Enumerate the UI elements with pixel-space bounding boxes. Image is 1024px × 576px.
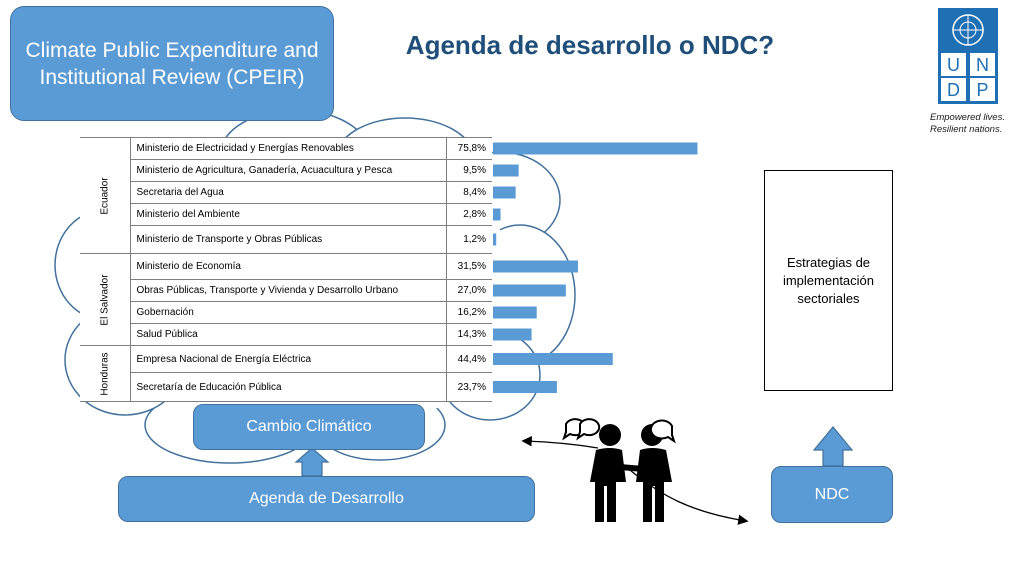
percent-cell: 14,3% bbox=[446, 324, 492, 346]
undp-letter-p: P bbox=[976, 80, 989, 100]
ndc-box: NDC bbox=[771, 466, 893, 523]
up-arrow-agenda bbox=[296, 448, 328, 476]
institution-cell: Gobernación bbox=[130, 302, 446, 324]
percent-cell: 27,0% bbox=[446, 280, 492, 302]
institution-cell: Ministerio de Economía bbox=[130, 254, 446, 280]
institution-cell: Secretaria del Agua bbox=[130, 182, 446, 204]
institution-cell: Ministerio de Electricidad y Energías Renovables bbox=[130, 138, 446, 160]
percent-cell: 75,8% bbox=[446, 138, 492, 160]
percent-cell: 44,4% bbox=[446, 346, 492, 373]
institution-cell: Empresa Nacional de Energía Eléctrica bbox=[130, 346, 446, 373]
country-label: Honduras bbox=[99, 351, 111, 396]
agenda-desarrollo-box: Agenda de Desarrollo bbox=[118, 476, 535, 522]
percent-cell: 16,2% bbox=[446, 302, 492, 324]
country-label: El Salvador bbox=[99, 273, 111, 326]
percent-cell: 8,4% bbox=[446, 182, 492, 204]
page-title: Agenda de desarrollo o NDC? bbox=[405, 30, 775, 60]
institution-cell: Secretaría de Educación Pública bbox=[130, 373, 446, 402]
handshake-people-icon bbox=[560, 412, 700, 527]
institution-cell: Ministerio de Transporte y Obras Públicas bbox=[130, 226, 446, 254]
undp-letter-n: N bbox=[976, 55, 989, 75]
country-label: Ecuador bbox=[99, 176, 111, 215]
strategy-label: Estrategias de implementación sectoriales bbox=[782, 254, 875, 306]
institution-cell: Ministerio de Agricultura, Ganadería, Acuacultura y Pesca bbox=[130, 160, 446, 182]
cambio-climatico-box: Cambio Climático bbox=[193, 404, 425, 450]
undp-tagline bbox=[930, 112, 1024, 136]
percent-cell: 9,5% bbox=[446, 160, 492, 182]
percent-cell: 2,8% bbox=[446, 204, 492, 226]
institution-cell: Ministerio del Ambiente bbox=[130, 204, 446, 226]
undp-logo bbox=[938, 8, 998, 104]
cpeir-box: Climate Public Expenditure and Institutional Review (CPEIR) bbox=[10, 6, 334, 121]
undp-letter-u: U bbox=[947, 55, 960, 75]
tagline-line-1: Empowered lives. bbox=[930, 112, 1005, 123]
institution-cell: Obras Públicas, Transporte y Vivienda y Desarrollo Urbano bbox=[130, 280, 446, 302]
percent-cell: 31,5% bbox=[446, 254, 492, 280]
percent-cell: 1,2% bbox=[446, 226, 492, 254]
percent-cell: 23,7% bbox=[446, 373, 492, 402]
up-arrow-ndc bbox=[814, 427, 852, 466]
institution-cell: Salud Pública bbox=[130, 324, 446, 346]
tagline-line-2: Resilient nations. bbox=[930, 124, 1003, 135]
undp-letter-d: D bbox=[947, 80, 960, 100]
